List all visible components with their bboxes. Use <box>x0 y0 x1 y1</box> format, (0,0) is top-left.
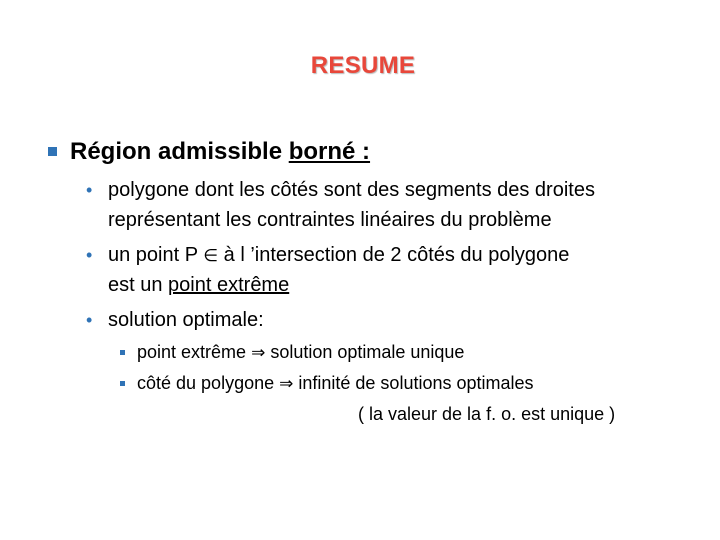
sub-bullet-cote-polygone <box>120 372 534 395</box>
bullet-point-p-continuation <box>108 273 289 297</box>
heading-text: Région admissible <box>70 138 289 165</box>
sub-bullet-point-extreme <box>120 341 464 364</box>
dot-bullet-icon: • <box>86 245 93 265</box>
bullet-point-p <box>86 243 569 268</box>
point-extreme-underlined: point extrême <box>168 274 290 296</box>
sub-bullet-text: côté du polygone <box>137 373 280 393</box>
dot-bullet-icon: • <box>86 180 93 200</box>
sub-bullet-text: solution optimale unique <box>265 342 465 362</box>
slide-title: RESUME <box>310 52 416 79</box>
bullet-solution-optimale <box>86 308 264 332</box>
bullet-polygone-continuation: représentant les contraintes linéaires du problème <box>108 209 552 231</box>
bullet-polygone <box>86 178 595 202</box>
bullet-text: polygone dont les côtés sont des segments des droites <box>108 179 595 201</box>
bullet-text: solution optimale: <box>108 309 264 331</box>
bullet-text: est un <box>108 274 169 296</box>
dot-bullet-icon: • <box>86 310 93 330</box>
element-of-icon: ∈ <box>203 246 219 266</box>
sub-bullet-text: point extrême <box>137 342 252 362</box>
sub-bullet-text: infinité de solutions optimales <box>293 373 534 393</box>
note-unique-value: ( la valeur de la f. o. est unique ) <box>358 404 616 424</box>
implies-arrow-icon: ⇒ <box>279 374 294 394</box>
heading-underlined: borné : <box>288 138 371 165</box>
section-heading <box>48 138 370 166</box>
small-square-bullet-icon <box>120 381 125 386</box>
bullet-text: un point P <box>108 244 204 266</box>
implies-arrow-icon: ⇒ <box>251 343 266 363</box>
small-square-bullet-icon <box>120 350 125 355</box>
bullet-text: à l ’intersection de 2 côtés du polygone <box>218 244 570 266</box>
square-bullet-icon <box>48 147 57 156</box>
